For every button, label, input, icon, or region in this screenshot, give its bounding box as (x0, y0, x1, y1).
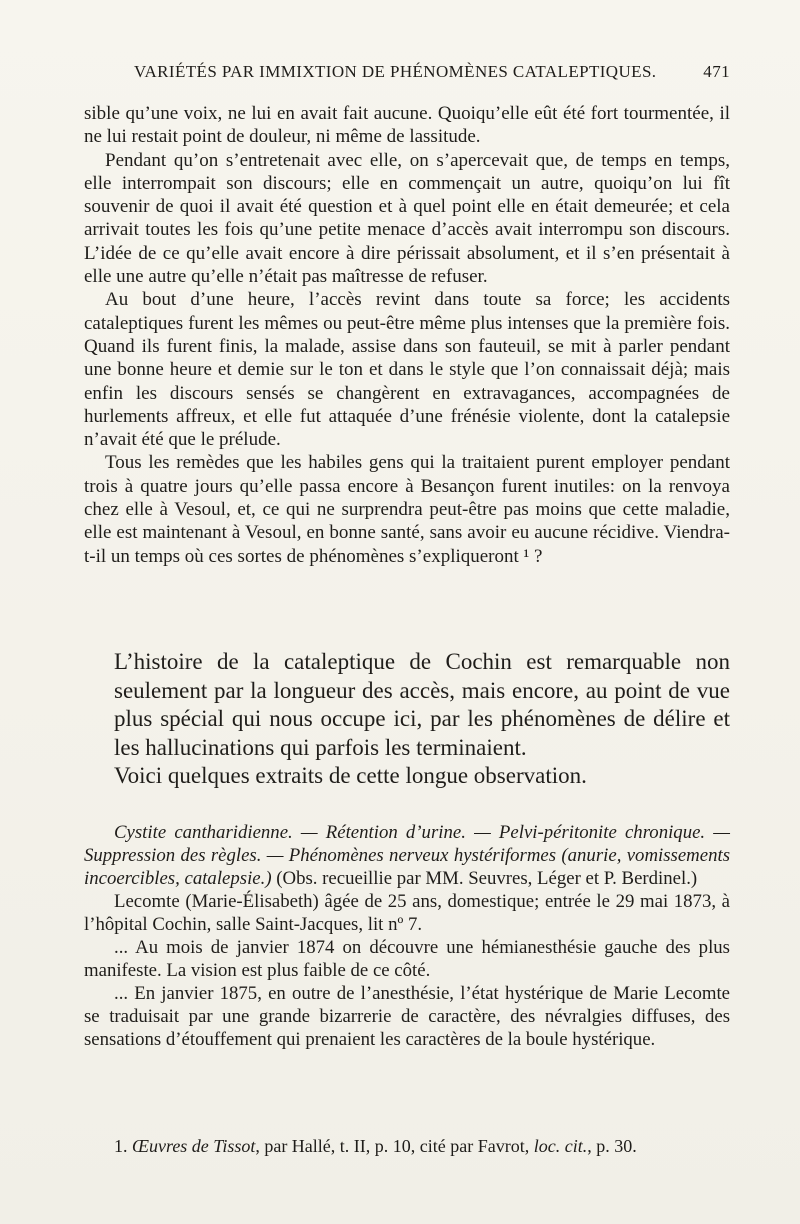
case-heading-italic: Cystite cantharidienne. — Rétention d’urine. — Pelvi-péritonite chronique. — Suppression des règles. — Phénomènes nerveux hystériformes (anurie, vomissements incoercibles, catalepsie.) (84, 822, 730, 889)
footnote-work: Œuvres de Tissot (132, 1136, 256, 1156)
footnote-loc-cit: loc. cit. (533, 1136, 588, 1156)
paragraph-continuation: sible qu’une voix, ne lui en avait fait aucune. Quoiqu’elle eût été fort tourmentée, il ne lui restait point de douleur, ni même de lassitude. (84, 103, 730, 148)
header-title: VARIÉTÉS PAR IMMIXTION DE PHÉNOMÈNES CATALEPTIQUES. (134, 62, 657, 81)
paragraph-relapse: Au bout d’une heure, l’accès revint dans toute sa force; les accidents cataleptiques furent les mêmes ou peut-être même plus intenses que la première fois. Quand ils furent finis, la malade, assise dans son fauteuil, se mit à parler pendant une bonne heure et demie sur le ton et dans le style que l’on connaissait déjà; mais enfin les discours sensés se changèrent en extravagances, accompagnées de hurlements affreux, et elle fut attaquée d’une frénésie violente, dont la catalepsie n’avait été que le prélude. (84, 289, 730, 451)
case-paragraph-1875: ... En janvier 1875, en outre de l’anesthésie, l’état hystérique de Marie Lecomte se traduisait par une grande bizarrerie de caractère, des névralgies diffuses, des sensations d’étouffement qui prenaient les caractères de la boule hystérique. (84, 983, 730, 1050)
case-paragraph-identity: Lecomte (Marie-Élisabeth) âgée de 25 ans, domestique; entrée le 29 mai 1873, à l’hôpital Cochin, salle Saint-Jacques, lit nº 7. (84, 891, 730, 935)
case-heading-rest: (Obs. recueillie par MM. Seuvres, Léger et P. Berdinel.) (271, 868, 698, 889)
page-number: 471 (703, 62, 730, 81)
main-text-block (84, 102, 730, 568)
large-text-block (114, 648, 730, 791)
footnote-end: , p. 30. (587, 1136, 637, 1156)
running-header (134, 62, 730, 88)
paragraph-cochin-history: L’histoire de la cataleptique de Cochin est remarquable non seulement par la longueur des accès, mais encore, au point de vue plus spécial qui nous occupe ici, par les phénomènes de délire et les hallucinations qui parfois les terminaient. (114, 649, 730, 760)
paragraph-extracts-intro: Voici quelques extraits de cette longue observation. (114, 763, 587, 788)
footnote (114, 1135, 730, 1157)
case-observation-block (84, 821, 730, 1051)
case-heading (84, 821, 730, 890)
paragraph-remedies: Tous les remèdes que les habiles gens qui la traitaient purent employer pendant trois à quatre jours qu’elle passa encore à Besançon furent inutiles: on la renvoya chez elle à Vesoul, et, ce qui ne surprendra peut-être pas moins que cette maladie, elle est maintenant à Vesoul, en bonne santé, sans avoir eu aucune récidive. Viendra-t-il un temps où ces sortes de phénomènes s’expliqueront ¹ ? (84, 452, 730, 567)
case-paragraph-1874: ... Au mois de janvier 1874 on découvre une hémianesthésie gauche des plus manifeste. La vision est plus faible de ce côté. (84, 937, 730, 981)
paragraph-discourse: Pendant qu’on s’entretenait avec elle, on s’apercevait que, de temps en temps, elle interrompait son discours; elle en commençait un autre, quoiqu’on lui fît souvenir de quoi il avait été question et à quel point elle en était demeurée; et cela arrivait toutes les fois qu’une petite menace d’accès avait interrompu son discours. L’idée de ce qu’elle avait encore à dire périssait absolument, et il s’en présentait à elle une autre qu’elle n’était pas maîtresse de refuser. (84, 149, 730, 288)
footnote-number: 1. (114, 1136, 128, 1156)
footnote-middle: , par Hallé, t. II, p. 10, cité par Favrot, (255, 1136, 534, 1156)
